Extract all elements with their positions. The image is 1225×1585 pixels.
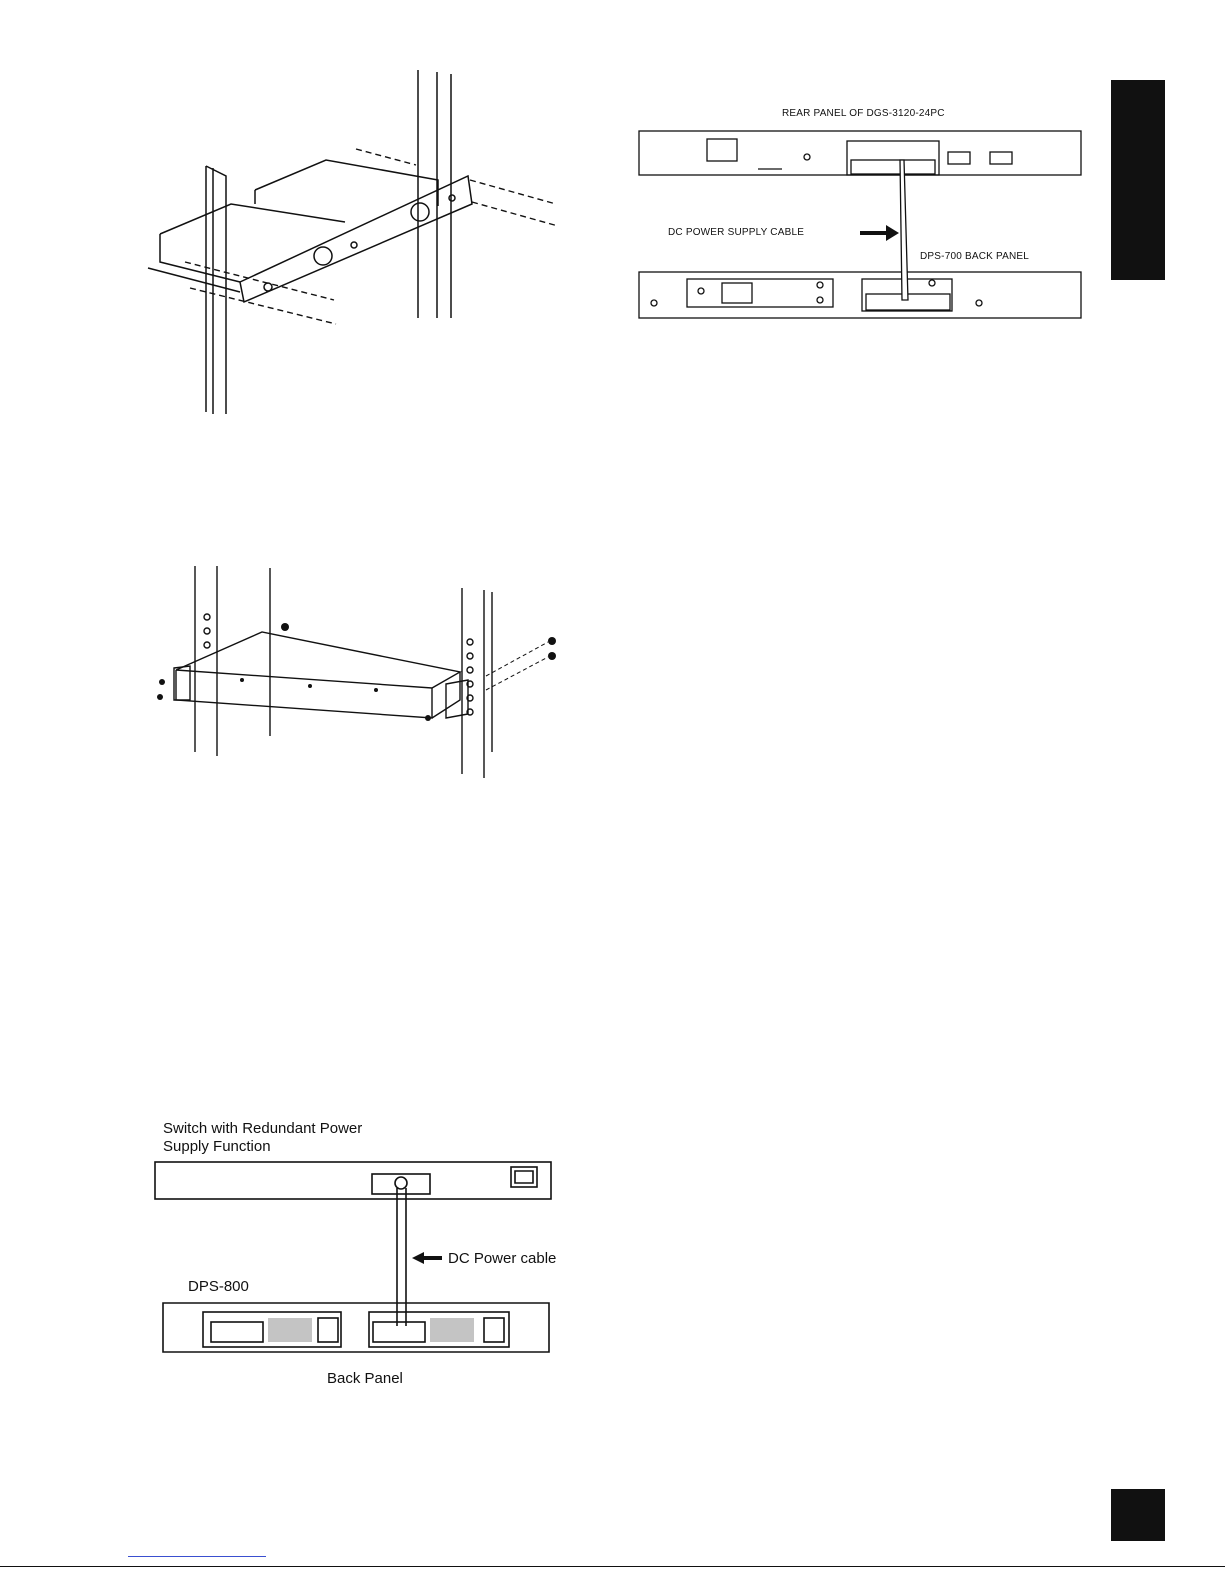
back-panel-caption: Back Panel: [327, 1370, 403, 1387]
footer-link[interactable]: [128, 1556, 266, 1557]
side-tab: [1111, 80, 1165, 280]
cable-label: DC POWER SUPPLY CABLE: [668, 227, 805, 238]
dc-power-cable-label: DC Power cable: [448, 1250, 557, 1267]
dps800-label: DPS-800: [188, 1278, 249, 1295]
dps700-label: DPS-700 BACK PANEL: [920, 251, 1030, 262]
rear-panel-title: REAR PANEL OF DGS-3120-24PC: [782, 108, 945, 119]
switch-label-line1: Switch with Redundant Power: [163, 1120, 363, 1137]
switch-label-line2: Supply Function: [163, 1138, 271, 1155]
bottom-rule: [0, 1566, 1225, 1567]
page-number-box: [1111, 1489, 1165, 1541]
